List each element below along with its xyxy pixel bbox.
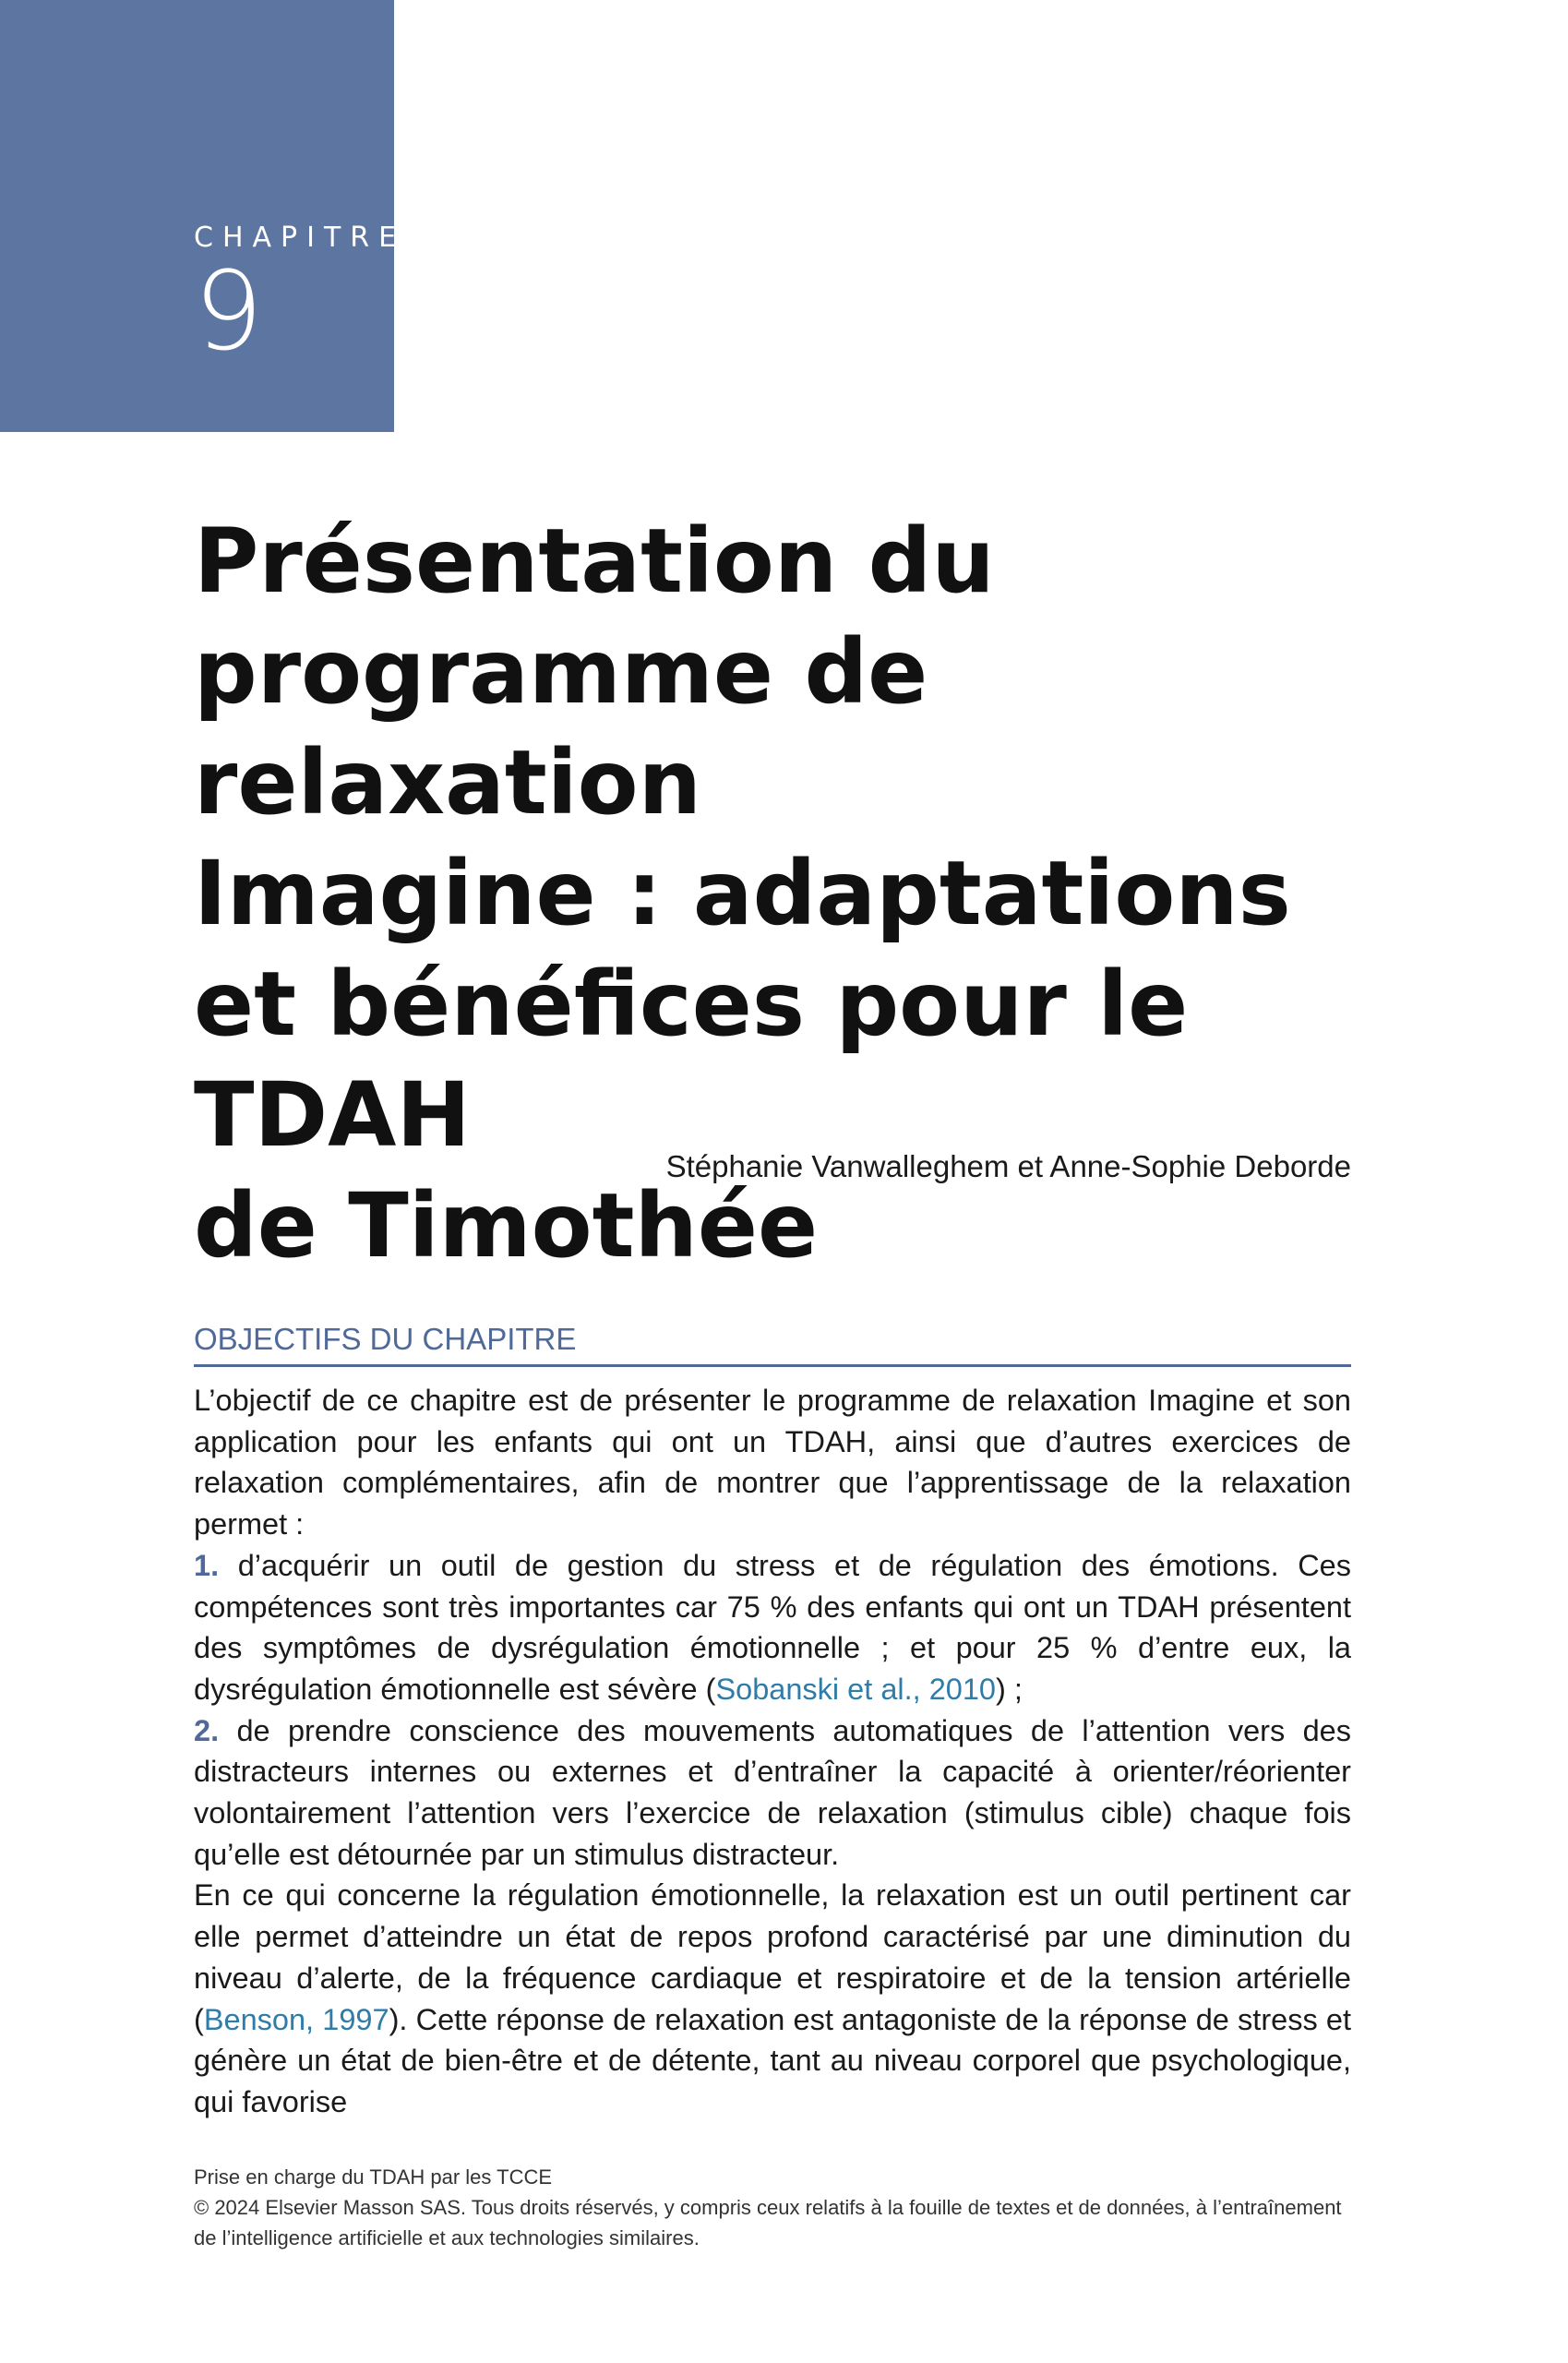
objectives-intro: L’objectif de ce chapitre est de présenter le programme de relaxation Imagine et son application pour les enfants qui ont un TDAH, ainsi que d’autres exercices de relaxation complémentaires, afin de montrer que l’apprentissage de la relaxation permet : xyxy=(194,1384,1351,1541)
paragraph-text: En ce qui concerne la régulation émotionnelle, la relaxation est un outil pertinent car elle permet d’atteindre un état de repos profond caractérisé par une diminution du niveau d’alerte, de la fréquence cardiaque et respiratoire et de la tension artérielle ( xyxy=(194,1878,1351,2036)
footer-copyright: © 2024 Elsevier Masson SAS. Tous droits réservés, y compris ceux relatifs à la fouille de textes et de données, à l’entraînement de l’intelligence artificielle et aux technologies similaires. xyxy=(194,2196,1342,2249)
title-line: et bénéfices pour le TDAH xyxy=(194,953,1189,1167)
citation-link[interactable]: Benson, 1997 xyxy=(203,2002,389,2036)
objective-item-2 xyxy=(194,1710,1351,1876)
title-line: Imagine : adaptations xyxy=(194,842,1291,945)
objective-item-1 xyxy=(194,1545,1351,1710)
objective-number: 2. xyxy=(194,1713,220,1747)
authors: Stéphanie Vanwalleghem et Anne-Sophie Deborde xyxy=(665,1149,1351,1183)
objectives-heading: OBJECTIFS DU CHAPITRE xyxy=(194,1322,1351,1367)
objective-number: 1. xyxy=(194,1548,220,1582)
objective-text-end: ) ; xyxy=(996,1672,1023,1706)
title-line: programme de relaxation xyxy=(194,620,928,834)
title-line: Présentation du xyxy=(194,510,995,613)
objectives-body xyxy=(194,1380,1351,2123)
footer-book-title: Prise en charge du TDAH par les TCCE xyxy=(194,2165,553,2189)
chapter-number: 9 xyxy=(194,247,264,375)
title-line: de Timothée xyxy=(194,1174,819,1277)
objectives-paragraph xyxy=(194,1875,1351,2122)
chapter-label: CHAPITRE xyxy=(194,222,406,254)
objective-text: de prendre conscience des mouvements automatiques de l’attention vers des distracteurs internes ou externes et d’entraîner la capacité à orienter/réorienter volontairement l’attention vers l’exercice de relaxation (stimulus cible) chaque fois qu’elle est détournée par un stimulus distracteur. xyxy=(194,1713,1352,1871)
objective-text: d’acquérir un outil de gestion du stress et de régulation des émotions. Ces compétences sont très importantes car 75 % des enfants qui ont un TDAH présentent des symptômes de dysrégulation émotionnelle ; et pour 25 % d’entre eux, la dysrégulation émotionnelle est sévère ( xyxy=(194,1548,1352,1706)
paragraph-text-end: ). Cette réponse de relaxation est antagoniste de la réponse de stress et génère un état de bien-être et de détente, tant au niveau corporel que psychologique, qui favorise xyxy=(194,2002,1352,2118)
chapter-block xyxy=(0,0,406,432)
page-footer xyxy=(194,2162,1357,2253)
citation-link[interactable]: Sobanski et al., 2010 xyxy=(715,1672,996,1706)
